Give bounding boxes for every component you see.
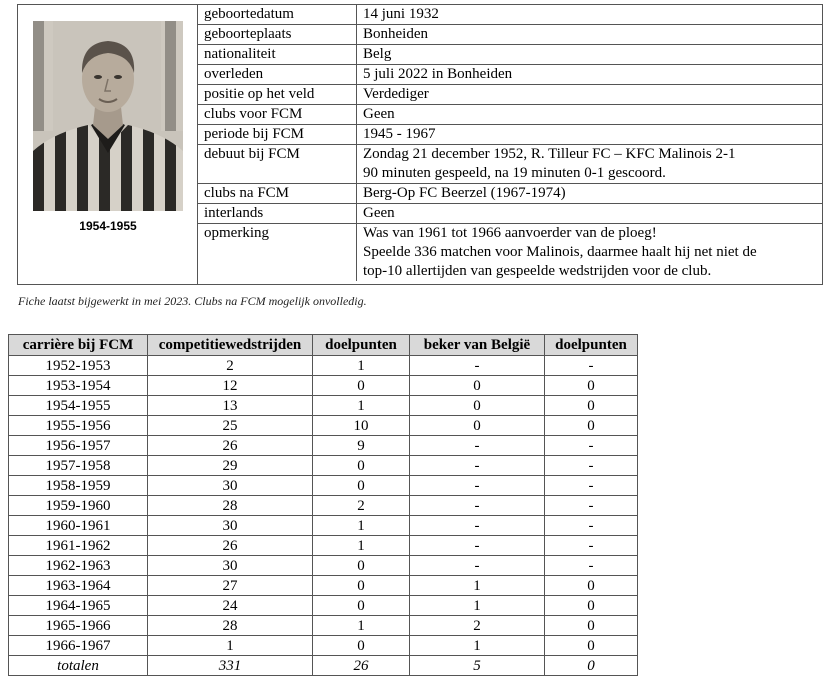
profile-value-line: Verdediger	[363, 86, 429, 102]
season-cell: 1961-1962	[9, 536, 148, 556]
cup-matches-cell: 0	[410, 416, 545, 436]
career-row	[9, 436, 638, 456]
league-goals-cell: 0	[313, 456, 410, 476]
profile-label: opmerking	[198, 224, 357, 282]
cup-goals-cell: 0	[545, 616, 638, 636]
totals-cup-matches-cell: 5	[410, 656, 545, 676]
league-matches-cell: 24	[148, 596, 313, 616]
profile-value	[357, 45, 824, 65]
career-row	[9, 416, 638, 436]
cup-goals-cell: -	[545, 436, 638, 456]
profile-row	[198, 5, 823, 25]
profile-label: clubs na FCM	[198, 184, 357, 204]
profile-value	[357, 25, 824, 45]
career-row	[9, 496, 638, 516]
league-goals-cell: 0	[313, 576, 410, 596]
profile-value-line: top-10 allertijden van gespeelde wedstrijden voor de club.	[363, 263, 712, 279]
profile-value-line: Geen	[363, 205, 395, 221]
totals-league-matches-cell: 331	[148, 656, 313, 676]
season-cell: 1954-1955	[9, 396, 148, 416]
profile-row	[198, 25, 823, 45]
profile-value	[357, 105, 824, 125]
profile-value	[357, 125, 824, 145]
profile-label: clubs voor FCM	[198, 105, 357, 125]
profile-value-line: Geen	[363, 106, 395, 122]
profile-value-line: Speelde 336 matchen voor Malinois, daarmee haalt hij net niet de	[363, 244, 757, 260]
profile-label: periode bij FCM	[198, 125, 357, 145]
season-cell: 1952-1953	[9, 356, 148, 376]
cup-goals-cell: -	[545, 456, 638, 476]
profile-info-table	[198, 5, 823, 281]
header-cup-goals: doelpunten	[545, 335, 638, 356]
update-note: Fiche laatst bijgewerkt in mei 2023. Clubs na FCM mogelijk onvolledig.	[18, 294, 367, 308]
photo-caption: 1954-1955	[79, 219, 137, 233]
profile-value-line: 5 juli 2022 in Bonheiden	[363, 66, 513, 82]
cup-goals-cell: 0	[545, 596, 638, 616]
profile-label: interlands	[198, 204, 357, 224]
profile-value-line: 1945 - 1967	[363, 126, 436, 142]
photo-cell	[18, 5, 198, 284]
profile-label: positie op het veld	[198, 85, 357, 105]
cup-goals-cell: -	[545, 556, 638, 576]
cup-goals-cell: -	[545, 516, 638, 536]
league-matches-cell: 29	[148, 456, 313, 476]
cup-goals-cell: 0	[545, 396, 638, 416]
career-row	[9, 596, 638, 616]
profile-value-line: Berg-Op FC Beerzel (1967-1974)	[363, 185, 566, 201]
profile-row	[198, 204, 823, 224]
profile-label: overleden	[198, 65, 357, 85]
cup-matches-cell: 1	[410, 636, 545, 656]
profile-value	[357, 184, 824, 204]
profile-value-line: 90 minuten gespeeld, na 19 minuten 0-1 gescoord.	[363, 165, 666, 181]
career-row	[9, 616, 638, 636]
league-matches-cell: 27	[148, 576, 313, 596]
cup-matches-cell: -	[410, 456, 545, 476]
cup-matches-cell: -	[410, 496, 545, 516]
profile-value	[357, 224, 824, 282]
cup-matches-cell: -	[410, 476, 545, 496]
profile-row	[198, 224, 823, 282]
league-goals-cell: 9	[313, 436, 410, 456]
season-cell: 1953-1954	[9, 376, 148, 396]
profile-value	[357, 145, 824, 184]
career-totals-row	[9, 656, 638, 676]
profile-row	[198, 184, 823, 204]
profile-value	[357, 85, 824, 105]
league-matches-cell: 28	[148, 496, 313, 516]
header-league-matches: competitiewedstrijden	[148, 335, 313, 356]
totals-cup-goals-cell: 0	[545, 656, 638, 676]
career-row	[9, 536, 638, 556]
profile-row	[198, 125, 823, 145]
season-cell: 1965-1966	[9, 616, 148, 636]
league-matches-cell: 13	[148, 396, 313, 416]
career-row	[9, 576, 638, 596]
season-cell: 1957-1958	[9, 456, 148, 476]
season-cell: 1960-1961	[9, 516, 148, 536]
profile-row	[198, 45, 823, 65]
career-table	[8, 334, 638, 676]
header-career: carrière bij FCM	[9, 335, 148, 356]
profile-row	[198, 105, 823, 125]
league-goals-cell: 2	[313, 496, 410, 516]
profile-label: geboorteplaats	[198, 25, 357, 45]
league-matches-cell: 26	[148, 536, 313, 556]
cup-matches-cell: 0	[410, 396, 545, 416]
profile-label: nationaliteit	[198, 45, 357, 65]
cup-matches-cell: 0	[410, 376, 545, 396]
league-matches-cell: 30	[148, 556, 313, 576]
profile-value	[357, 65, 824, 85]
player-profile	[17, 4, 823, 285]
cup-matches-cell: -	[410, 556, 545, 576]
league-goals-cell: 0	[313, 636, 410, 656]
career-row	[9, 356, 638, 376]
cup-matches-cell: 1	[410, 596, 545, 616]
cup-matches-cell: 2	[410, 616, 545, 636]
player-photo	[33, 21, 183, 211]
cup-matches-cell: -	[410, 516, 545, 536]
career-row	[9, 456, 638, 476]
profile-label: geboortedatum	[198, 5, 357, 25]
league-matches-cell: 12	[148, 376, 313, 396]
league-goals-cell: 1	[313, 356, 410, 376]
career-header-row	[9, 335, 638, 356]
season-cell: 1958-1959	[9, 476, 148, 496]
totals-league-goals-cell: 26	[313, 656, 410, 676]
profile-row	[198, 145, 823, 184]
cup-goals-cell: 0	[545, 376, 638, 396]
season-cell: 1966-1967	[9, 636, 148, 656]
league-matches-cell: 30	[148, 516, 313, 536]
league-goals-cell: 10	[313, 416, 410, 436]
cup-matches-cell: -	[410, 436, 545, 456]
cup-goals-cell: -	[545, 536, 638, 556]
career-row	[9, 476, 638, 496]
league-matches-cell: 28	[148, 616, 313, 636]
league-goals-cell: 0	[313, 376, 410, 396]
profile-value-line: Was van 1961 tot 1966 aanvoerder van de ploeg!	[363, 225, 657, 241]
season-cell: 1959-1960	[9, 496, 148, 516]
cup-matches-cell: -	[410, 536, 545, 556]
profile-row	[198, 65, 823, 85]
cup-goals-cell: 0	[545, 636, 638, 656]
career-row	[9, 556, 638, 576]
league-matches-cell: 25	[148, 416, 313, 436]
season-cell: 1963-1964	[9, 576, 148, 596]
cup-goals-cell: 0	[545, 576, 638, 596]
league-matches-cell: 1	[148, 636, 313, 656]
career-row	[9, 516, 638, 536]
profile-value-line: Zondag 21 december 1952, R. Tilleur FC – KFC Malinois 2-1	[363, 146, 736, 162]
league-goals-cell: 1	[313, 616, 410, 636]
cup-goals-cell: -	[545, 356, 638, 376]
profile-label: debuut bij FCM	[198, 145, 357, 184]
career-row	[9, 376, 638, 396]
cup-goals-cell: -	[545, 496, 638, 516]
league-matches-cell: 30	[148, 476, 313, 496]
league-goals-cell: 1	[313, 396, 410, 416]
league-goals-cell: 1	[313, 536, 410, 556]
profile-value-line: Bonheiden	[363, 26, 428, 42]
career-row	[9, 396, 638, 416]
league-goals-cell: 0	[313, 556, 410, 576]
season-cell: 1955-1956	[9, 416, 148, 436]
league-goals-cell: 0	[313, 476, 410, 496]
season-cell: 1964-1965	[9, 596, 148, 616]
profile-value	[357, 204, 824, 224]
cup-goals-cell: 0	[545, 416, 638, 436]
season-cell: 1962-1963	[9, 556, 148, 576]
cup-goals-cell: -	[545, 476, 638, 496]
season-cell: 1956-1957	[9, 436, 148, 456]
player-portrait-image	[33, 21, 183, 211]
header-cup-matches: beker van België	[410, 335, 545, 356]
cup-matches-cell: -	[410, 356, 545, 376]
totals-season-cell: totalen	[9, 656, 148, 676]
profile-value	[357, 5, 824, 25]
profile-value-line: Belg	[363, 46, 392, 62]
league-matches-cell: 26	[148, 436, 313, 456]
profile-value-line: 14 juni 1932	[363, 6, 439, 22]
header-league-goals: doelpunten	[313, 335, 410, 356]
profile-row	[198, 85, 823, 105]
league-matches-cell: 2	[148, 356, 313, 376]
league-goals-cell: 0	[313, 596, 410, 616]
cup-matches-cell: 1	[410, 576, 545, 596]
league-goals-cell: 1	[313, 516, 410, 536]
career-row	[9, 636, 638, 656]
